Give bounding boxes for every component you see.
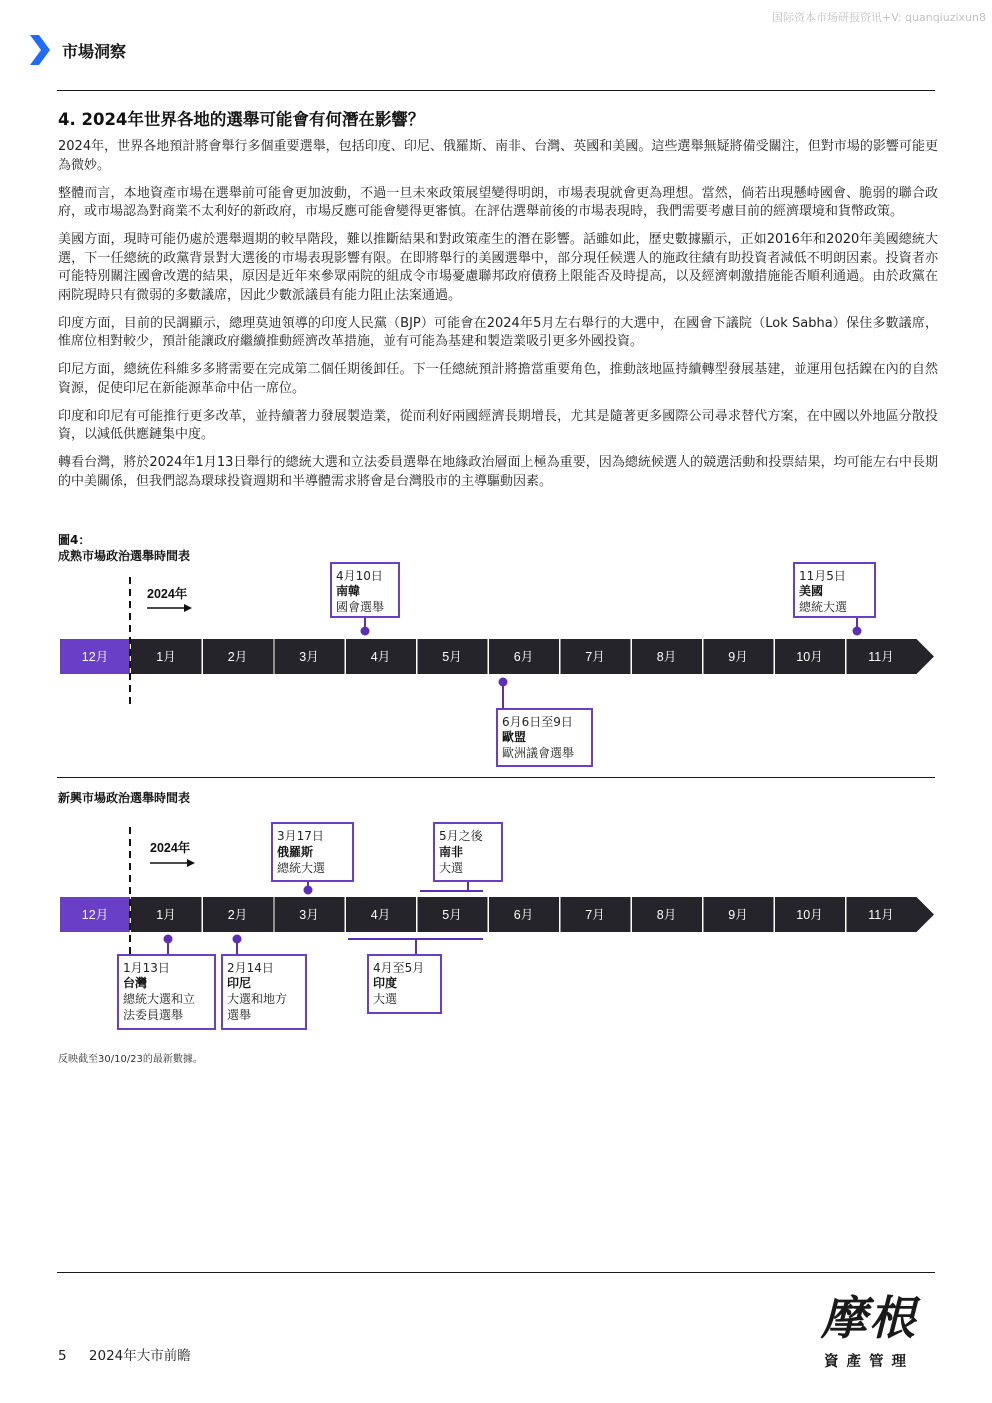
logo-sub: 資產管理: [824, 1354, 914, 1370]
month-label: 11月: [868, 650, 894, 664]
event-india: [348, 939, 483, 1013]
paragraph: 整體而言，本地資產市場在選舉前可能會更加波動，不過一旦未來政策展望變得明朗，市場表現就會更為理想。當然，倘若出現懸峙國會、脆弱的聯合政府，或市場認為對商業不太利好的新政府，市場反應可能會變得更審慎。在評估選舉前後的市場表現時，我們需要考慮目前的經濟環境和貨幣政策。: [58, 185, 938, 219]
event-desc: 法委員選舉: [123, 1008, 184, 1022]
month-label: 9月: [728, 650, 748, 664]
event-desc: 選舉: [227, 1008, 252, 1022]
event-desc: 大選: [373, 992, 398, 1006]
year-label: 2024年: [147, 587, 188, 601]
event-date: 4月至5月: [373, 961, 425, 975]
paragraph: 轉看台灣，將於2024年1月13日舉行的總統大選和立法委員選舉在地緣政治層面上極為重要，因為總統候選人的競選活動和投票結果，均可能左右中長期的中美關係，但我們認為環球投資週期和半導體需求將會是台灣股市的主導驅動因素。: [58, 455, 938, 489]
watermark: 国际资本市场研报资讯+V: quanqiuzixun8: [771, 11, 986, 24]
event-desc: 總統大選: [277, 861, 326, 875]
event-usa: [794, 563, 875, 636]
month-label: 3月: [299, 650, 319, 664]
month-label: 4月: [370, 650, 391, 664]
event-date: 6月6日至9日: [502, 715, 573, 729]
timeline-emerging: [0, 815, 992, 1040]
paragraph: 2024年，世界各地預計將會舉行多個重要選舉，包括印度、印尼、俄羅斯、南非、台灣、英國和美國。這些選舉無疑將備受關注，但對市場的影響可能更為微妙。: [58, 139, 938, 173]
event-country: 印尼: [227, 976, 252, 990]
event-desc: 國會選舉: [336, 600, 385, 614]
chevron-right-icon: [30, 35, 50, 65]
month-label: 3月: [299, 908, 319, 922]
timeline-developed: [0, 555, 992, 775]
event-south-korea: [331, 563, 399, 636]
month-label: 8月: [656, 908, 677, 922]
event-date: 2月14日: [227, 961, 274, 975]
event-country: 美國: [799, 584, 824, 598]
paragraph: 美國方面，現時可能仍處於選舉週期的較早階段，難以推斷結果和對政策產生的潛在影響。話雖如此，歷史數據顯示，正如2016年和2020年美國總統大選，下一任總統的政黨背景對大選後的市場表現影響有限。在即將舉行的美國選舉中，部分現任候選人的施政往績有助投資者減低不明朗因素。投資者亦可能特別關注國會改選的結果，原因是近年來參眾兩院的組成令市場憂慮聯邦政府債務上限能否及時提高，以及經濟刺激措施能否順利通過。由於政黨在兩院現時只有微弱的多數議席，因此少數派議員有能力阻止法案通過。: [58, 232, 938, 303]
month-label: 9月: [728, 908, 748, 922]
year-label: 2024年: [150, 841, 191, 855]
month-label: 7月: [585, 908, 605, 922]
month-label: 1月: [156, 650, 176, 664]
event-desc: 總統大選: [799, 600, 848, 614]
company-logo: [812, 1290, 926, 1371]
event-date: 3月17日: [277, 829, 324, 843]
event-desc: 大選和地方: [227, 992, 288, 1006]
event-desc: 歐洲議會選舉: [502, 746, 575, 760]
event-russia: [272, 823, 353, 895]
page-header: [30, 35, 126, 65]
header-title: 市場洞察: [62, 41, 127, 61]
event-marker: [304, 886, 313, 895]
event-date: 4月10日: [336, 569, 383, 583]
event-desc: 大選: [439, 861, 464, 875]
year-arrow-icon: [147, 604, 192, 612]
month-label: 10月: [796, 650, 823, 664]
month-label: 7月: [585, 650, 605, 664]
month-label: 2月: [227, 908, 248, 922]
timeline-title-emerging: 新興市場政治選舉時間表: [58, 791, 191, 805]
event-country: 南非: [439, 845, 464, 859]
event-country: 歐盟: [502, 730, 527, 744]
paragraph: 印度和印尼有可能推行更多改革，並持續著力發展製造業，從而利好兩國經濟長期增長，尤其是隨著更多國際公司尋求替代方案，在中國以外地區分散投資，以減低供應鏈集中度。: [58, 408, 938, 442]
logo-main: 摩根: [821, 1291, 917, 1345]
footer-divider: [57, 1272, 935, 1273]
event-country: 印度: [373, 976, 398, 990]
footer: [58, 1344, 191, 1364]
figure-label: 圖4：: [58, 533, 91, 547]
month-label: 1月: [156, 908, 176, 922]
paragraph: 印度方面，目前的民調顯示，總理莫迪領導的印度人民黨（BJP）可能會在2024年5月左右舉行的大選中，在國會下議院（Lok Sabha）保住多數議席，惟席位相對較少，預計能讓政府繼續推動經濟改革措施，並有可能為基建和製造業吸引更多外國投資。: [58, 315, 938, 349]
timeline-title-developed: 成熟市場政治選舉時間表: [58, 549, 191, 563]
month-label: 12月: [81, 908, 109, 922]
event-marker: [853, 627, 862, 636]
month-label: 4月: [370, 908, 391, 922]
month-label: 2月: [227, 650, 248, 664]
event-country: 台灣: [123, 976, 148, 990]
month-label: 10月: [796, 908, 823, 922]
event-date: 11月5日: [799, 569, 846, 583]
month-label: 5月: [442, 908, 462, 922]
footer-title: 2024年大市前瞻: [88, 1348, 191, 1364]
page-number: 5: [58, 1348, 67, 1364]
month-label: 6月: [513, 908, 534, 922]
source-note: 反映截至30/10/23的最新數據。: [58, 1054, 203, 1065]
month-label: 12月: [81, 650, 109, 664]
chart-divider: [57, 777, 935, 778]
month-label: 6月: [513, 650, 534, 664]
event-desc: 總統大選和立: [123, 992, 196, 1006]
event-marker: [361, 627, 370, 636]
event-indonesia: [222, 935, 306, 1030]
event-date: 1月13日: [123, 961, 170, 975]
body-text: [58, 138, 938, 501]
event-date: 5月之後: [439, 829, 483, 843]
month-label: 5月: [442, 650, 462, 664]
event-country: 俄羅斯: [277, 845, 314, 859]
header-divider: [57, 90, 935, 91]
section-title: 4. 2024年世界各地的選舉可能會有何潛在影響？: [58, 110, 425, 129]
event-eu: [497, 678, 592, 767]
month-label: 8月: [656, 650, 677, 664]
event-taiwan: [118, 935, 215, 1030]
event-country: 南韓: [336, 584, 361, 598]
month-label: 11月: [868, 908, 894, 922]
event-south-africa: [420, 823, 502, 891]
paragraph: 印尼方面，總統佐科維多多將需要在完成第二個任期後卸任。下一任總統預計將擔當重要角色，推動該地區持續轉型發展基建，並運用包括鎳在內的自然資源，促使印尼在新能源革命中佔一席位。: [58, 362, 938, 396]
year-arrow-icon: [150, 859, 195, 867]
